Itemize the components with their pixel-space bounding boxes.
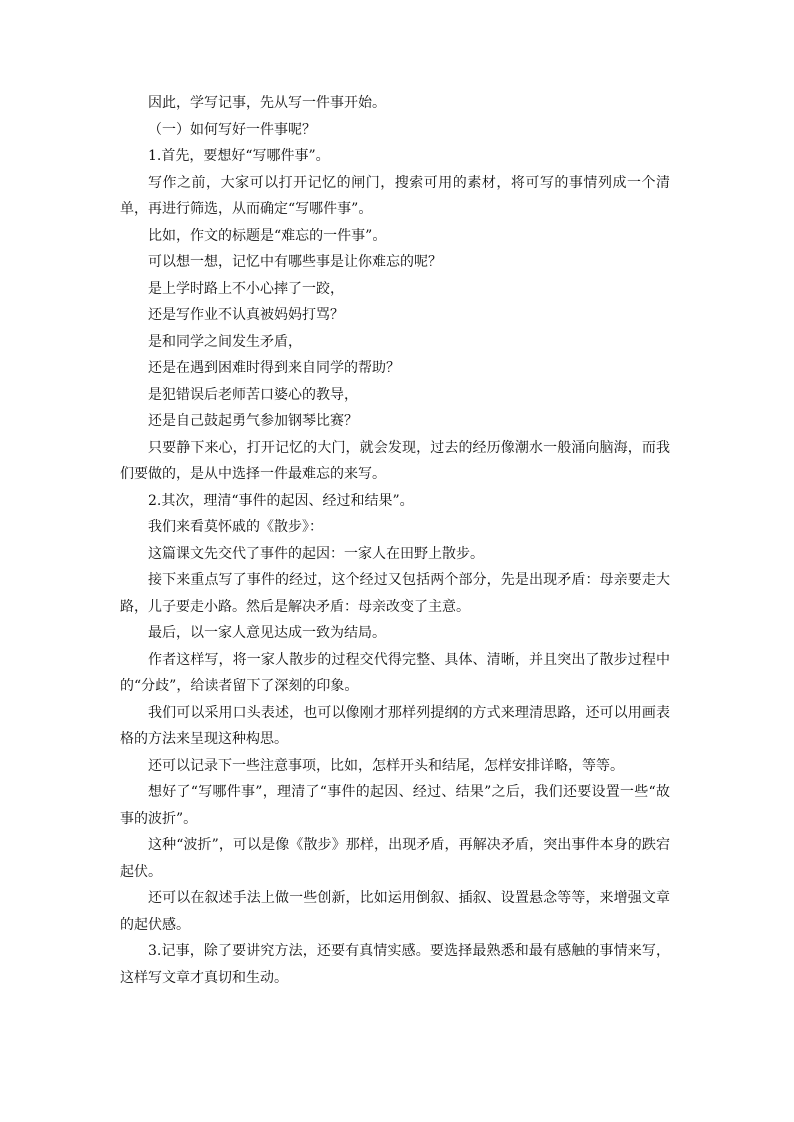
- paragraph: 作者这样写，将一家人散步的过程交代得完整、具体、清晰，并且突出了散步过程中的“分歧”，给读者留下了深刻的印象。: [120, 651, 670, 694]
- numbered-point: 1.首先，要想好“写哪件事”。: [148, 148, 330, 164]
- paragraph: 是和同学之间发生矛盾，: [148, 333, 302, 350]
- paragraph: 只要静下来心，打开记忆的大门，就会发现，过去的经历像潮水一般涌向脑海，而我们要做的，是从中选择一件最难忘的来写。: [120, 439, 670, 482]
- paragraph: 还可以在叙述手法上做一些创新，比如运用倒叙、插叙、设置悬念等等，来增强文章的起伏感。: [120, 890, 670, 933]
- paragraph: 还是写作业不认真被妈妈打骂？: [148, 307, 344, 323]
- numbered-point: 3.记事，除了要讲究方法，还要有真情实感。要选择最熟悉和最有感触的事情来写，这样写文章才真切和生动。: [120, 943, 670, 986]
- paragraph: 最后，以一家人意见达成一致为结局。: [148, 625, 386, 641]
- paragraph: 还是自己鼓起勇气参加钢琴比赛？: [148, 413, 358, 429]
- paragraph: 接下来重点写了事件的经过，这个经过又包括两个部分，先是出现矛盾：母亲要走大路，儿子要走小路。然后是解决矛盾：母亲改变了主意。: [120, 572, 670, 615]
- paragraph: 因此，学写记事，先从写一件事开始。: [148, 95, 386, 111]
- paragraph: 我们来看莫怀戚的《散步》：: [148, 519, 323, 535]
- paragraph: 还可以记录下一些注意事项，比如，怎样开头和结尾，怎样安排详略，等等。: [148, 757, 624, 774]
- paragraph: 可以想一想，记忆中有哪些事是让你难忘的呢？: [148, 254, 442, 270]
- paragraph: 我们可以采用口头表述，也可以像刚才那样列提纲的方式来理清思路，还可以用画表格的方法来呈现这种构思。: [120, 704, 670, 747]
- paragraph: 写作之前，大家可以打开记忆的闸门，搜索可用的素材，将可写的事情列成一个清单，再进行筛选，从而确定“写哪件事”。: [120, 174, 670, 217]
- paragraph: 是上学时路上不小心摔了一跤，: [148, 280, 344, 297]
- section-heading: （一）如何写好一件事呢？: [148, 121, 316, 138]
- numbered-point: 2.其次，理清“事件的起因、经过和结果”。: [148, 492, 414, 509]
- paragraph: 这种“波折”，可以是像《散步》那样，出现矛盾，再解决矛盾，突出事件本身的跌宕起伏。: [120, 837, 670, 880]
- document-body: [120, 90, 670, 991]
- paragraph: 这篇课文先交代了事件的起因：一家人在田野上散步。: [148, 545, 484, 562]
- paragraph: 想好了“写哪件事”，理清了“事件的起因、经过、结果”之后，我们还要设置一些“故事的波折”。: [120, 784, 670, 827]
- paragraph: 是犯错误后老师苦口婆心的教导，: [148, 386, 358, 403]
- paragraph: 还是在遇到困难时得到来自同学的帮助？: [148, 360, 400, 376]
- paragraph: 比如，作文的标题是“难忘的一件事”。: [148, 227, 387, 244]
